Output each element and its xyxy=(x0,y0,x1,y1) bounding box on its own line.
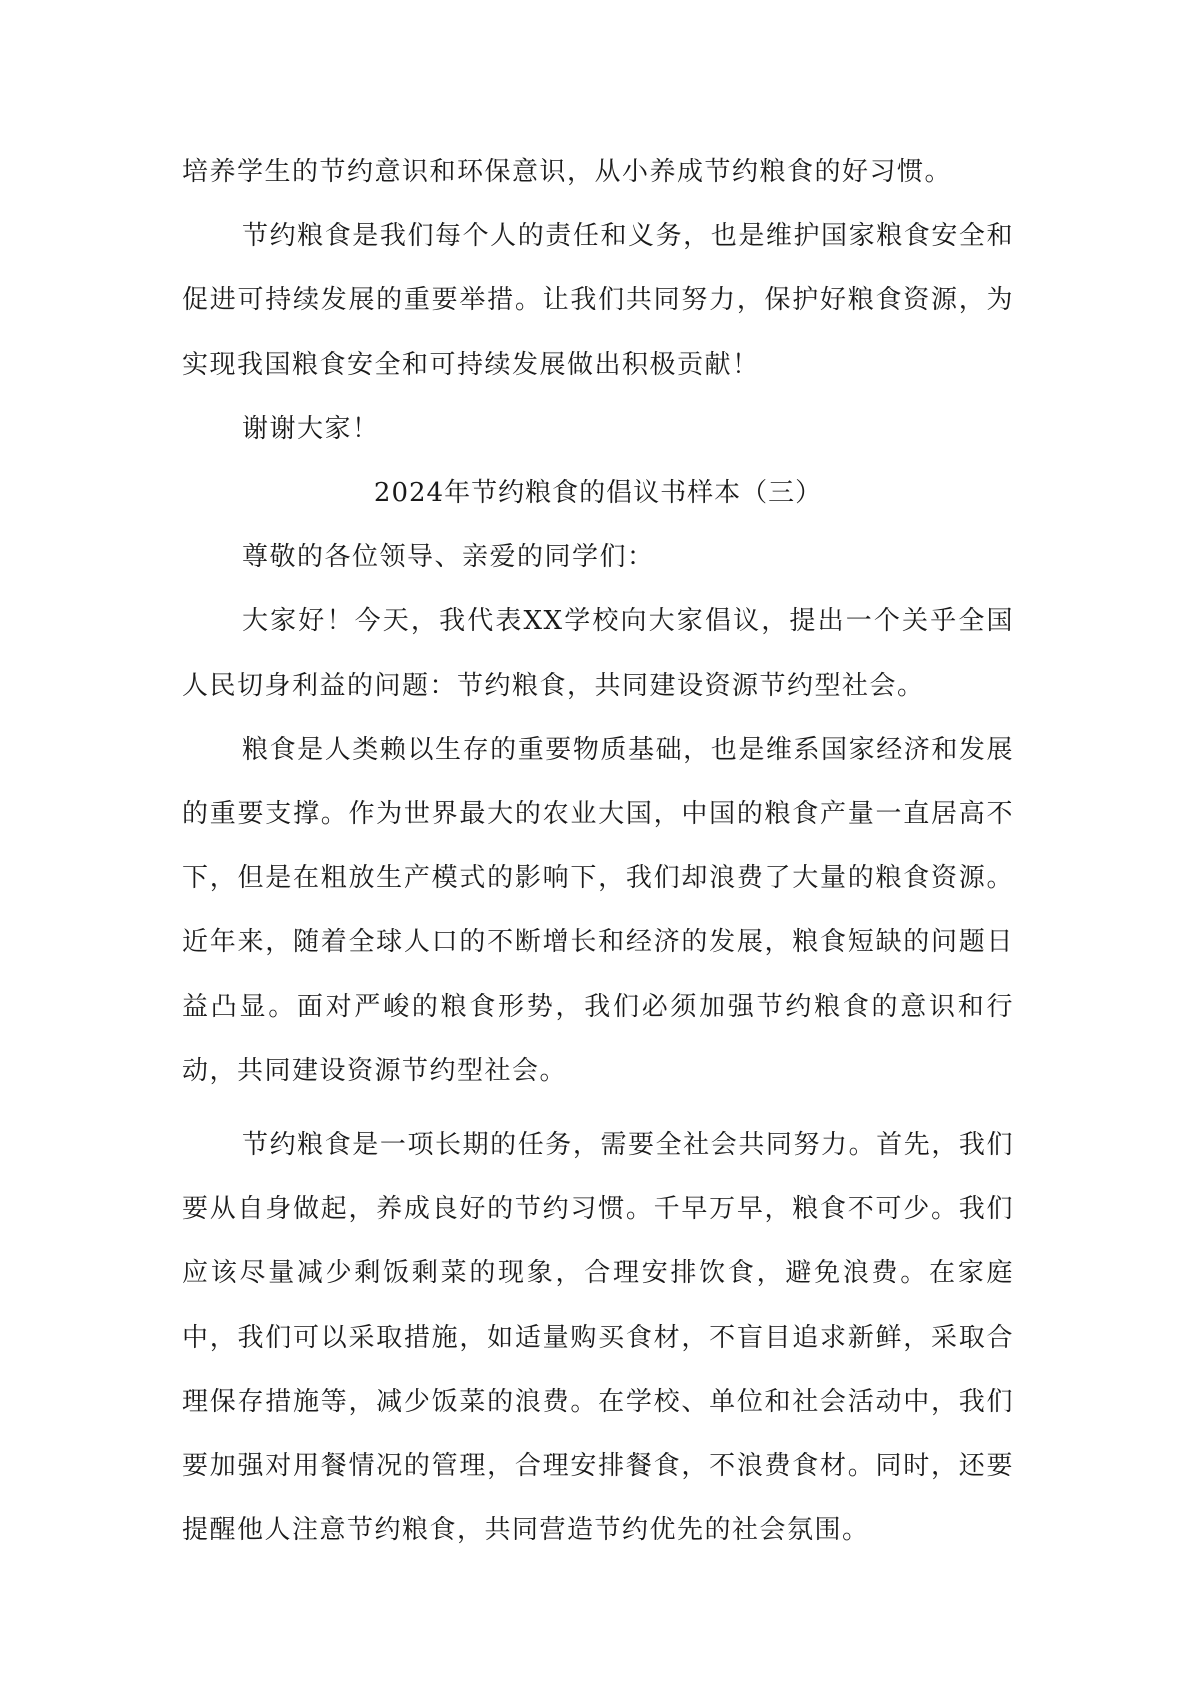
closing-paragraph: 节约粮食是我们每个人的责任和义务，也是维护国家粮食安全和促进可持续发展的重要举措。让我们共同努力，保护好粮食资源，为实现我国粮食安全和可持续发展做出积极贡献！ xyxy=(182,221,1014,380)
body-paragraph-2: 粮食是人类赖以生存的重要物质基础，也是维系国家经济和发展的重要支撑。作为世界最大的农业大国，中国的粮食产量一直居高不下，但是在粗放生产模式的影响下，我们却浪费了大量的粮食资源。近年来，随着全球人口的不断增长和经济的发展，粮食短缺的问题日益凸显。面对严峻的粮食形势，我们必须加强节约粮食的意识和行动，共同建设资源节约型社会。 xyxy=(182,734,1014,1086)
continuation-paragraph: 培养学生的节约意识和环保意识，从小养成节约粮食的好习惯。 xyxy=(182,157,953,187)
section-title: 2024年节约粮食的倡议书样本（三） xyxy=(373,478,823,509)
body-paragraph-3: 节约粮食是一项长期的任务，需要全社会共同努力。首先，我们要从自身做起，养成良好的节约习惯。千早万早，粮食不可少。我们应该尽量减少剩饭剩菜的现象，合理安排饮食，避免浪费。在家庭中，我们可以采取措施，如适量购买食材，不盲目追求新鲜，采取合理保存措施等，减少饭菜的浪费。在学校、单位和社会活动中，我们要加强对用餐情况的管理，合理安排餐食，不浪费食材。同时，还要提醒他人注意节约粮食，共同营造节约优先的社会氛围。 xyxy=(182,1130,1014,1546)
document-body xyxy=(182,140,1014,1562)
salutation: 尊敬的各位领导、亲爱的同学们： xyxy=(242,542,655,573)
thanks-line: 谢谢大家！ xyxy=(242,413,380,444)
body-paragraph-1: 大家好！今天，我代表XX学校向大家倡议，提出一个关乎全国人民切身利益的问题：节约粮食，共同建设资源节约型社会。 xyxy=(182,606,1014,701)
paragraph-spacer xyxy=(182,1103,1014,1113)
